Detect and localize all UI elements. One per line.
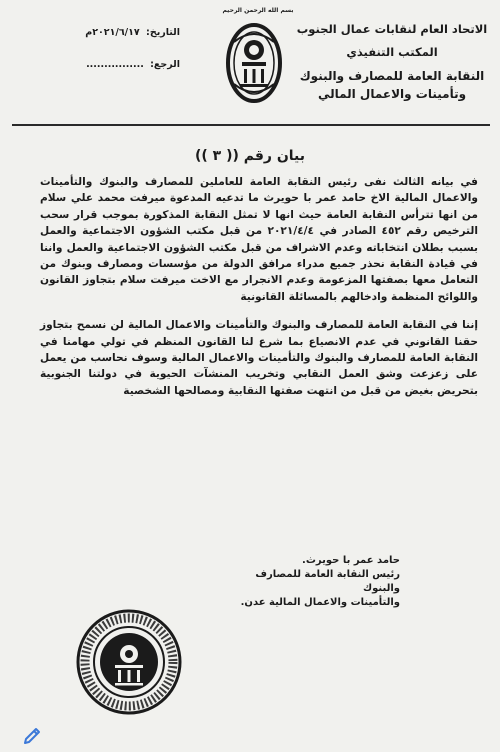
- org-line-3: النقابة العامة للمصارف والبنوك: [299, 69, 485, 83]
- header-divider: [12, 124, 490, 126]
- signatory-name: حامد عمر با حويرث.: [302, 555, 400, 566]
- pen-icon[interactable]: [22, 726, 42, 746]
- basmala: بسم الله الرحمن الرحيم: [222, 7, 294, 14]
- signature-block: [220, 554, 400, 610]
- body-paragraph-2: إننا في النقابة العامة للمصارف والبنوك والتأمينات والاعمال المالية لن نسمح بتجاوز حقنا القانوني في عدم الانصياع بما شرع لنا القانون المنظم في تولي مهامنا في النقابة العامة للمصارف والبنوك والتأمينات والاعمال المالية وسوف نحاسب من يعمل على زعزعت وشق العمل النقابي وتخريب المنشآت الحيوية في دولتنا الجنوبية بتحريض بغيض من قبل من انتهت صفتها النقابية ومصالحها الشخصية: [40, 319, 478, 397]
- reference-row: [30, 59, 180, 77]
- date-value: ٢٠٢١/٦/١٧م: [85, 27, 140, 38]
- signatory-title-2: والتأمينات والاعمال المالية عدن.: [240, 597, 400, 608]
- reference-block: [30, 27, 180, 77]
- date-row: [30, 27, 180, 45]
- reference-value: ................: [86, 59, 144, 70]
- org-line-1: الاتحاد العام لنقابات عمال الجنوب: [296, 22, 488, 36]
- statement-body: [40, 174, 478, 399]
- statement-title: بيان رقم (( ٣ )): [194, 148, 306, 164]
- union-emblem-icon: [226, 22, 282, 104]
- organization-block: [292, 22, 492, 101]
- body-paragraph-1: في بيانه الثالث نفى رئيس النقابة العامة للعاملين للمصارف والبنوك والتأمينات والاعمال المالية الاخ حامد عمر با حويرث ما تدعيه المدعوة ميرفت محمد علي سلام من انها تترأس النقابة العامة حيث انها لا تمثل النقابة المذكورة بموجب قرار سحب الترخيص رقم ٤٥٢ الصادر في ٢٠٢١/٤/٤ من قبل مكتب الشؤون الاجتماعية والعمل بسبب بطلان انتخاباته وعدم الاشراف من قبل مكتب الشؤون الاجتماعية والعمل واننا في قيادة النقابة نحذر جميع مدراء مرافق الدولة من مؤسسات ومصارف وبنوك من التعامل معها بصفتها المزعومة وعدم الانجرار مع الاخت ميرفت سلام بتجاوز القانون واللوائح المنظمة وادخالهم بالمسائلة القانونية: [40, 176, 478, 303]
- org-line-2: المكتب التنفيذي: [346, 45, 438, 59]
- org-line-4: وتأمينات والاعمال المالي: [317, 87, 467, 101]
- letterhead: [0, 0, 500, 125]
- official-stamp-icon: [75, 608, 183, 716]
- date-label: التاريخ:: [146, 27, 180, 38]
- signatory-title: رئيس النقابة العامة للمصارف والبنوك: [255, 569, 400, 594]
- reference-label: الرجع:: [150, 59, 180, 70]
